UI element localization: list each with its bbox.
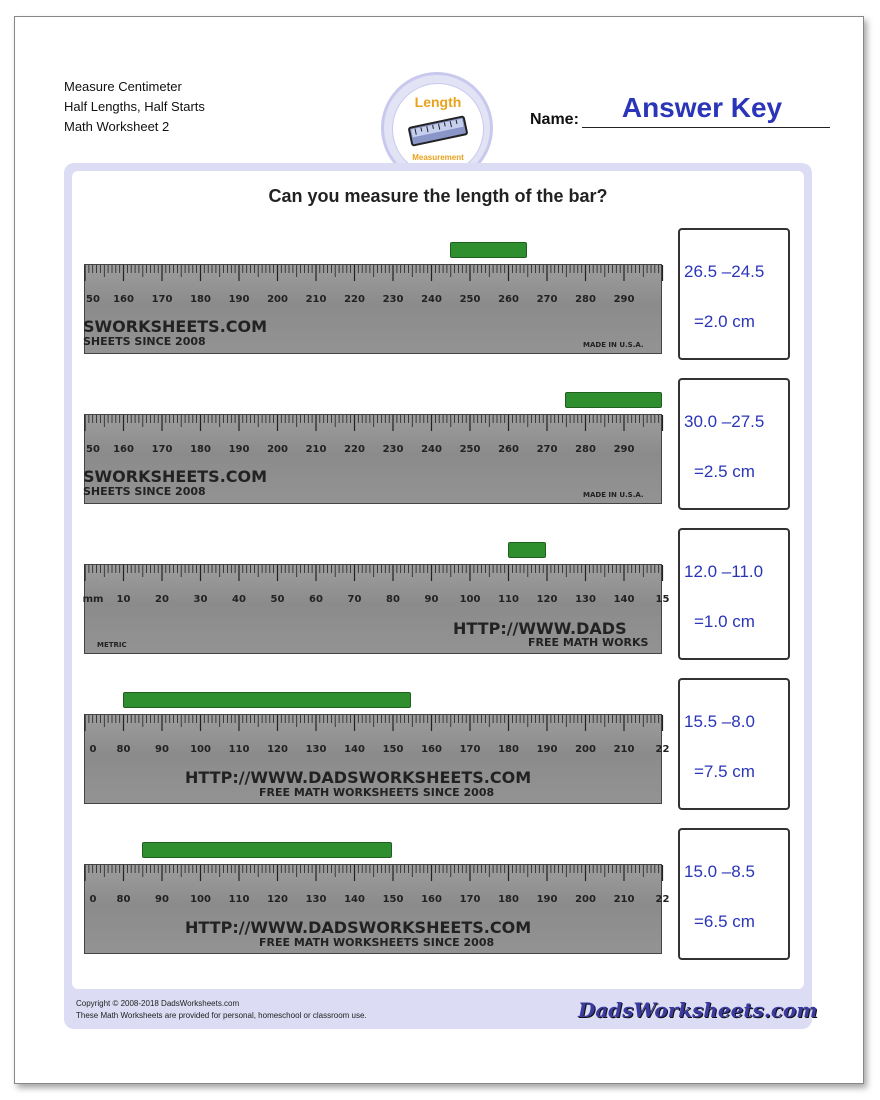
ruler-label: 220 [344,294,365,305]
answer-box [678,228,790,360]
ruler-label: 160 [113,294,134,305]
dadsworksheets-logo: DadsWorksheets.com [578,998,818,1022]
ruler-label: 90 [155,744,169,755]
ruler-label: 100 [190,744,211,755]
ruler [84,864,670,954]
ruler-label: 190 [228,444,250,455]
ruler-label: 160 [421,894,442,905]
ruler-brand: HTTP://WWW.DADSWORKSHEETS.COM [185,918,532,937]
ruler-label: 180 [190,294,211,305]
ruler-brand: HTTP://WWW.DADSWORKSHEETS.COM [185,768,532,787]
ruler-tagline: SHEETS SINCE 2008 [83,335,206,348]
ruler-label: 270 [536,294,558,305]
ruler-label: 180 [498,894,519,905]
worksheet-header [64,77,205,137]
ruler-label: 210 [305,444,327,455]
ruler-small-text: MADE IN U.S.A. [583,491,644,499]
ruler-label: 280 [575,444,596,455]
ruler-tagline: SHEETS SINCE 2008 [83,485,206,498]
ruler-label: 22 [655,744,670,755]
measure-bar [450,242,527,258]
ruler-label: 260 [498,294,519,305]
ruler [82,564,670,654]
ruler-brand: SWORKSHEETS.COM [83,317,268,336]
ruler-label: 80 [116,894,131,905]
ruler-label: 250 [459,444,481,455]
ruler-label: 40 [232,594,246,605]
ruler-label: 180 [190,444,211,455]
ruler-label: 130 [575,594,596,605]
ruler-label: 110 [498,594,519,605]
ruler-brand: HTTP://WWW.DADS [453,619,627,638]
measure-bar [123,692,412,708]
ruler-label: 80 [386,594,400,605]
ruler-label: 210 [305,294,327,305]
answer-result: =2.5 cm [694,462,755,481]
answer-subtraction: 26.5 –24.5 [684,262,765,281]
ruler-label: 150 [382,894,404,905]
measure-bar [508,542,547,558]
problem-2 [84,378,794,516]
ruler-small-text: MADE IN U.S.A. [583,341,644,349]
answer-key-title: Answer Key [621,92,783,123]
ruler-tagline: FREE MATH WORKSHEETS SINCE 2008 [259,786,495,799]
usage-note: These Math Worksheets are provided for personal, homeschool or classroom use. [76,1011,367,1020]
ruler-label: 170 [459,894,481,905]
ruler-label: 10 [116,594,131,605]
ruler-label: 0 [89,744,97,755]
ruler-label: 170 [151,444,173,455]
problem-3 [84,528,794,666]
ruler-label: 210 [613,894,635,905]
ruler-label: 190 [228,294,250,305]
measure-bar [565,392,661,408]
ruler-label: 110 [228,744,250,755]
ruler-label: 260 [498,444,519,455]
ruler-label: 110 [228,894,250,905]
ruler-label: 20 [155,594,169,605]
header-line-1: Measure Centimeter [64,79,182,94]
ruler-label: 80 [116,744,131,755]
answer-box [678,828,790,960]
ruler-label: 140 [344,744,365,755]
ruler-label: 30 [193,594,208,605]
ruler-label: 100 [459,594,481,605]
answer-result: =2.0 cm [694,312,755,331]
ruler-label: 160 [421,744,442,755]
answer-subtraction: 30.0 –27.5 [684,412,765,431]
ruler-label: 200 [267,294,288,305]
ruler-label: 180 [498,744,519,755]
ruler-label: 210 [613,744,635,755]
ruler-tagline: FREE MATH WORKS [528,636,649,649]
answer-result: =1.0 cm [694,612,755,631]
ruler-label: 170 [151,294,173,305]
ruler-label: 90 [155,894,169,905]
ruler-tagline: FREE MATH WORKSHEETS SINCE 2008 [259,936,495,949]
header-line-3: Math Worksheet 2 [64,119,170,134]
footer-copyright [76,998,367,1022]
ruler-label: 190 [536,894,558,905]
ruler-label: 160 [113,444,134,455]
problem-4 [84,678,794,816]
ruler-label: 90 [424,594,439,605]
answer-result: =6.5 cm [694,912,755,931]
ruler-label: 170 [459,744,481,755]
ruler-label: 50 [86,294,100,305]
answer-subtraction: 12.0 –11.0 [684,562,764,581]
ruler-label: 230 [382,444,404,455]
logo-title: Length [414,94,462,110]
answer-result: =7.5 cm [694,762,755,781]
answer-subtraction: 15.5 –8.0 [684,712,755,731]
ruler-label: 50 [86,444,100,455]
problem-1 [84,228,794,366]
ruler-label: 230 [382,294,404,305]
ruler-label: 200 [267,444,288,455]
answer-box [678,678,790,810]
ruler [84,714,670,804]
ruler-label: 140 [344,894,365,905]
ruler-label: 290 [613,294,635,305]
name-field-line [582,127,830,128]
ruler-label: 250 [459,294,481,305]
answer-box [678,528,790,660]
ruler-label: 130 [305,894,327,905]
answer-box [678,378,790,510]
ruler-label: 280 [575,294,596,305]
ruler-label: mm [82,594,104,605]
ruler-label: 190 [536,744,558,755]
ruler-label: 130 [305,744,327,755]
ruler-label: 22 [655,894,670,905]
ruler-label: 50 [270,594,285,605]
ruler-label: 270 [536,444,558,455]
measure-bar [142,842,392,858]
name-label: Name: [530,111,579,128]
ruler-label: 140 [613,594,635,605]
ruler-label: 240 [421,294,442,305]
ruler [84,414,662,504]
logo-subtitle: Measurement [412,153,464,162]
ruler-label: 70 [347,594,362,605]
ruler-small-text: METRIC [97,641,127,649]
header-line-2: Half Lengths, Half Starts [64,99,205,114]
ruler-brand: SWORKSHEETS.COM [83,467,268,486]
ruler-label: 120 [536,594,558,605]
ruler-icon [406,114,470,148]
question-text: Can you measure the length of the bar? [268,186,608,206]
ruler-label: 120 [267,894,288,905]
ruler-label: 290 [613,444,635,455]
ruler-label: 60 [309,594,323,605]
ruler-label: 150 [382,744,404,755]
ruler-label: 220 [344,444,365,455]
ruler-label: 240 [421,444,442,455]
ruler-label: 200 [575,744,596,755]
ruler-label: 100 [190,894,211,905]
problem-5 [84,828,794,966]
ruler [84,264,662,354]
ruler-label: 120 [267,744,288,755]
ruler-label: 15 [655,594,670,605]
answer-subtraction: 15.0 –8.5 [684,862,755,881]
ruler-label: 200 [575,894,596,905]
ruler-label: 0 [89,894,97,905]
copyright-text: Copyright © 2008-2018 DadsWorksheets.com [76,999,240,1008]
